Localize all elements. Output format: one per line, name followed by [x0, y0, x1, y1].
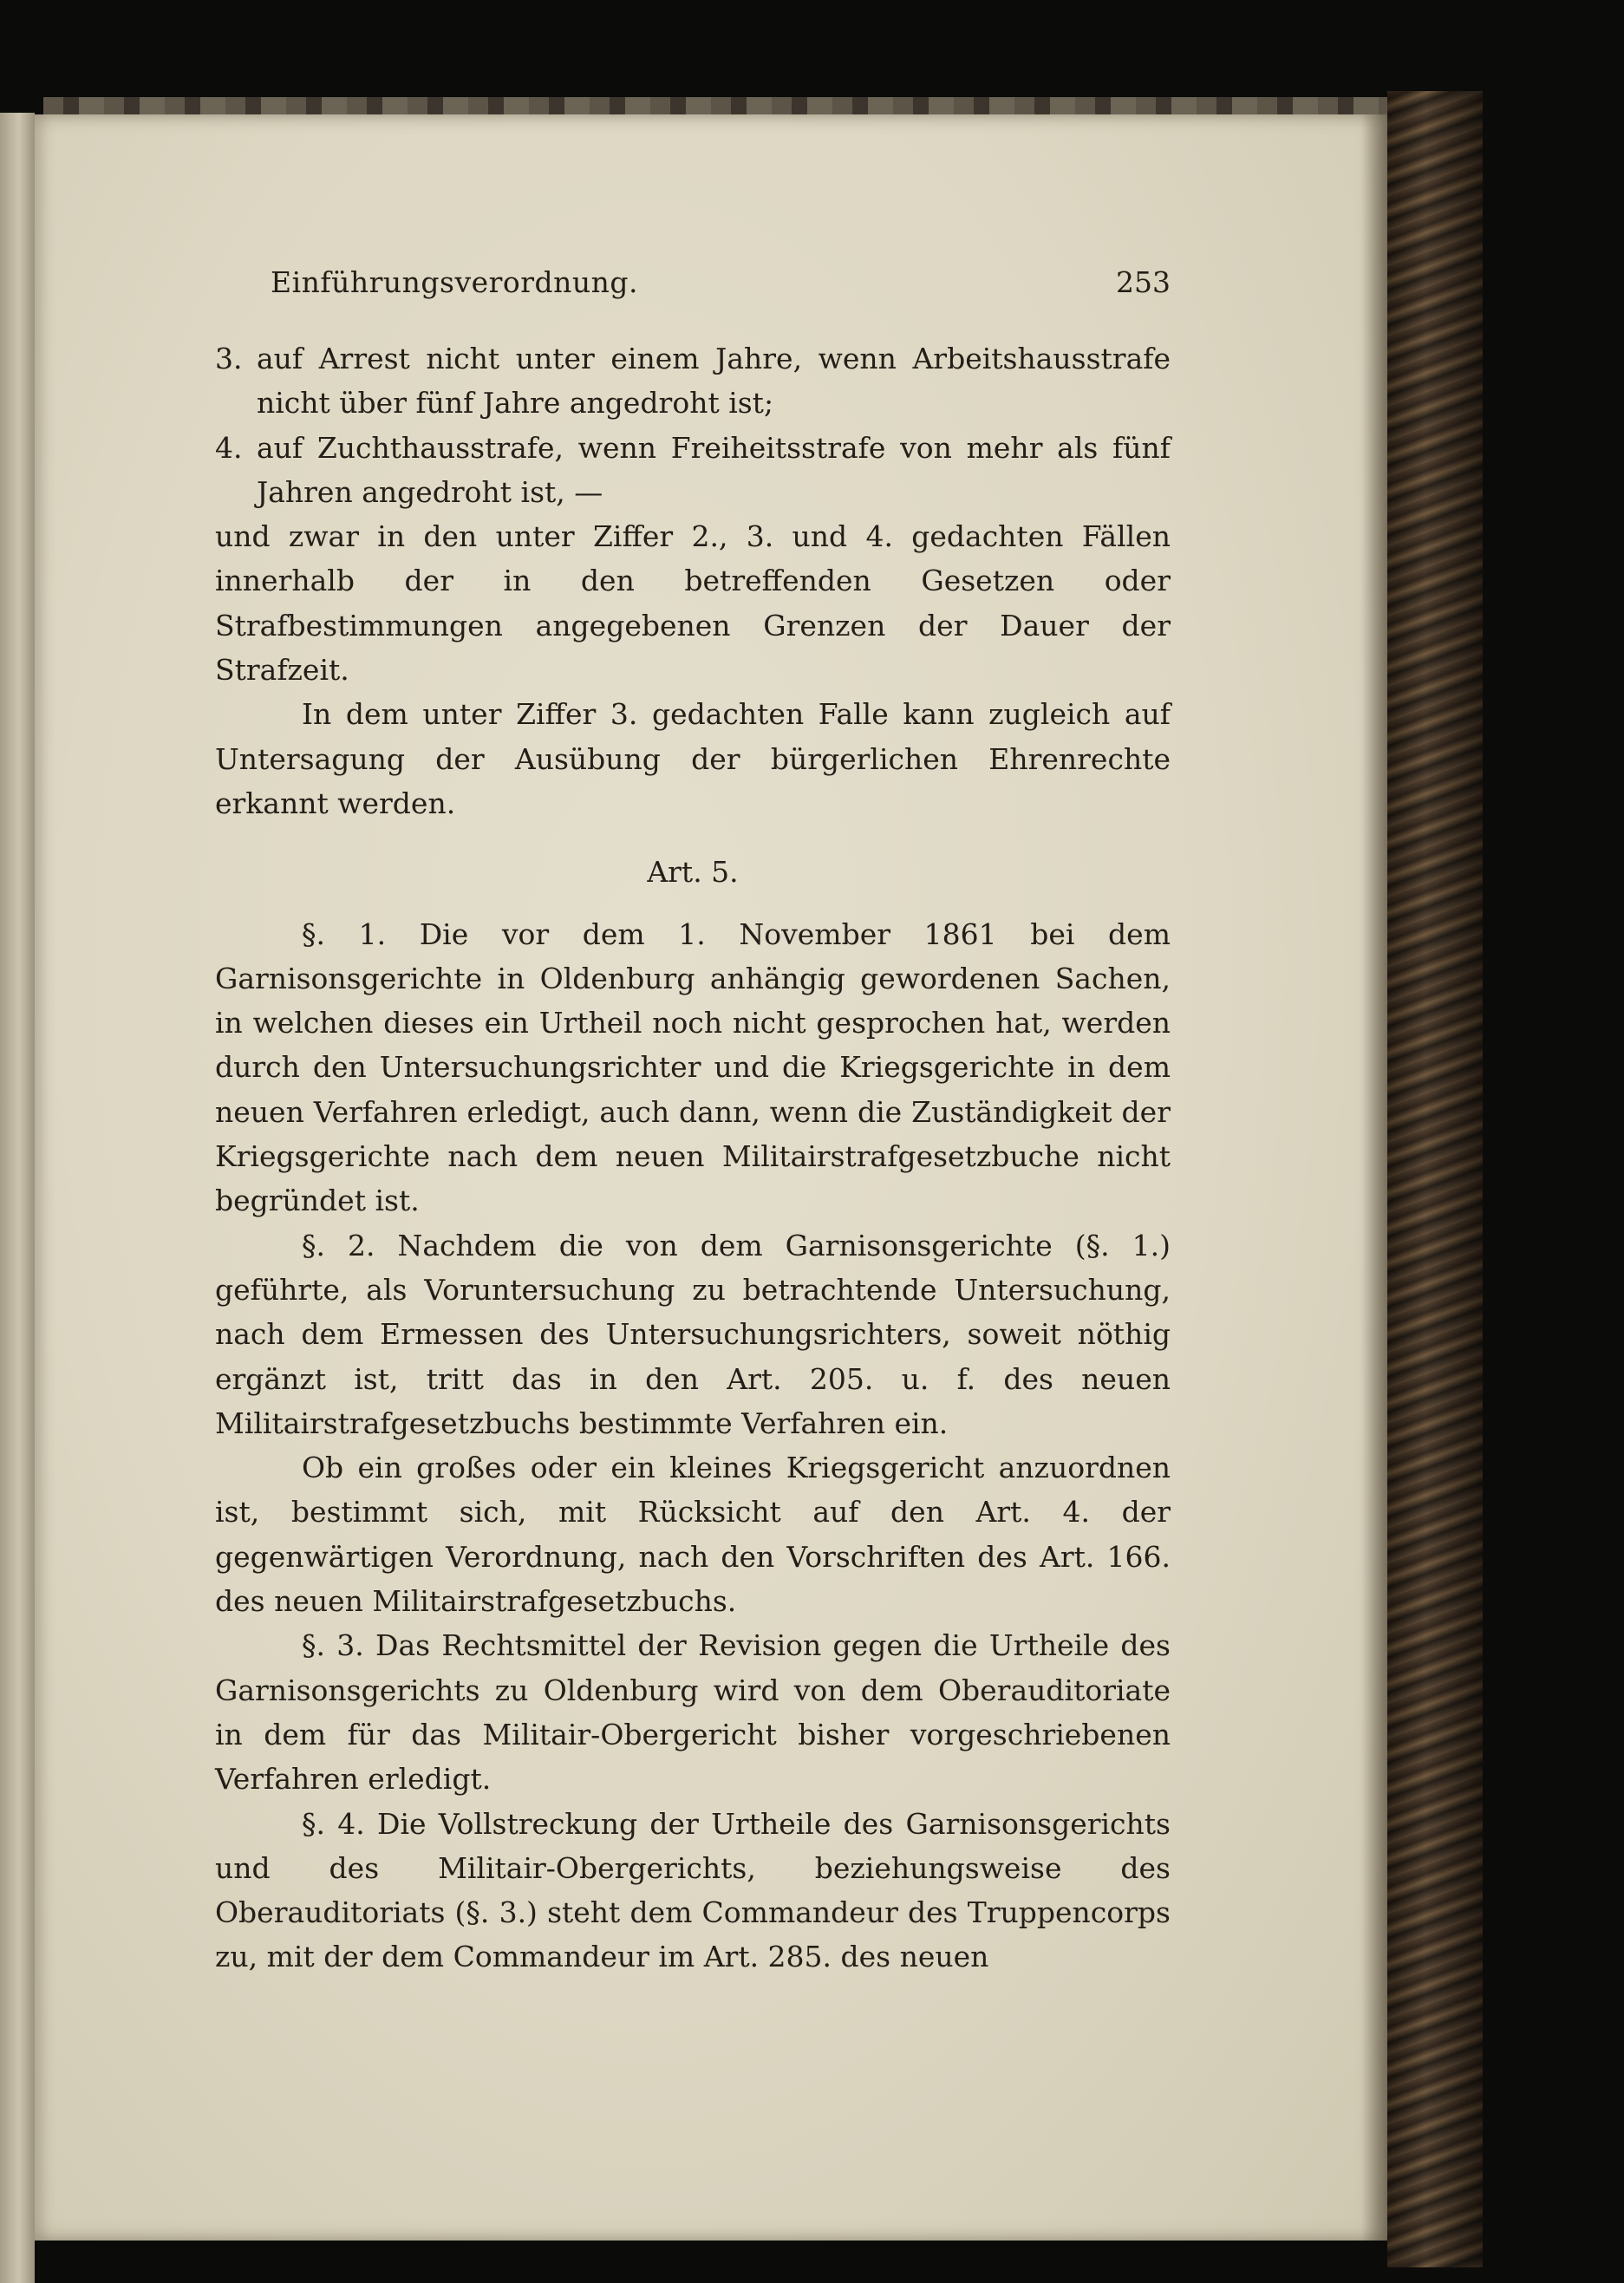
list-item	[215, 336, 1171, 426]
paragraph: In dem unter Ziffer 3. gedachten Falle kann zugleich auf Untersagung der Ausübung der bürgerlichen Ehrenrechte erkannt werden.	[215, 697, 1171, 820]
paragraph: und zwar in den unter Ziffer 2., 3. und 4. gedachten Fällen innerhalb der in den betreffenden Gesetzen oder Strafbestimmungen angegebenen Grenzen der Dauer der Strafzeit.	[215, 519, 1171, 688]
page-body	[215, 336, 1171, 1980]
running-title: Einführungsverordnung.	[271, 265, 639, 299]
list-item-text: auf Arrest nicht unter einem Jahre, wenn Arbeitshausstrafe nicht über fünf Jahre angedroht ist;	[257, 342, 1171, 421]
marbled-cover-edge	[1387, 91, 1483, 2267]
list-item-number: 3.	[215, 342, 243, 375]
page-header	[215, 265, 1171, 309]
page-number: 253	[1116, 265, 1171, 299]
section-paragraph: §. 4. Die Vollstreckung der Urtheile des Garnisonsgerichts und des Militair-Obergerichts, beziehungsweise des Oberauditoriats (§. 3.) steht dem Commandeur des Truppencorps zu, mit der dem Commandeur im Art. 285. des neuen	[215, 1806, 1171, 1974]
list-item-text: auf Zuchthausstrafe, wenn Freiheitsstrafe von mehr als fünf Jahren angedroht ist, —	[257, 430, 1171, 509]
article-heading: Art. 5.	[647, 855, 739, 890]
previous-page-edge	[0, 113, 35, 2283]
section-paragraph: §. 3. Das Rechtsmittel der Revision gegen die Urtheile des Garnisonsgerichts zu Oldenburg wird von dem Oberauditoriate in dem für das Militair-Obergericht bisher vorgeschriebenen Verfahren erledigt.	[215, 1628, 1171, 1797]
page-gutter-shadow	[1361, 114, 1387, 2241]
list-item-number: 4.	[215, 430, 243, 465]
list-item	[215, 426, 1171, 515]
section-paragraph: §. 2. Nachdem die von dem Garnisonsgerichte (§. 1.) geführte, als Voruntersuchung zu betrachtende Untersuchung, nach dem Ermessen des Untersuchungsrichters, soweit nöthig ergänzt ist, tritt das in den Art. 205. u. f. des neuen Militairstrafgesetzbuchs bestimmte Verfahren ein.	[215, 1228, 1171, 1440]
paragraph: Ob ein großes oder ein kleines Kriegsgericht anzuordnen ist, bestimmt sich, mit Rücksicht auf den Art. 4. der gegenwärtigen Verordnung, nach den Vorschriften des Art. 166. des neuen Militairstrafgesetzbuchs.	[215, 1451, 1171, 1619]
section-paragraph: §. 1. Die vor dem 1. November 1861 bei dem Garnisonsgerichte in Oldenburg anhängig gewordenen Sachen, in welchen dieses ein Urtheil noch nicht gesprochen hat, werden durch den Untersuchungsrichter und die Kriegsgerichte in dem neuen Verfahren erledigt, auch dann, wenn die Zuständigkeit der Kriegsgerichte nach dem neuen Militairstrafgesetzbuche nicht begründet ist.	[215, 916, 1171, 1218]
